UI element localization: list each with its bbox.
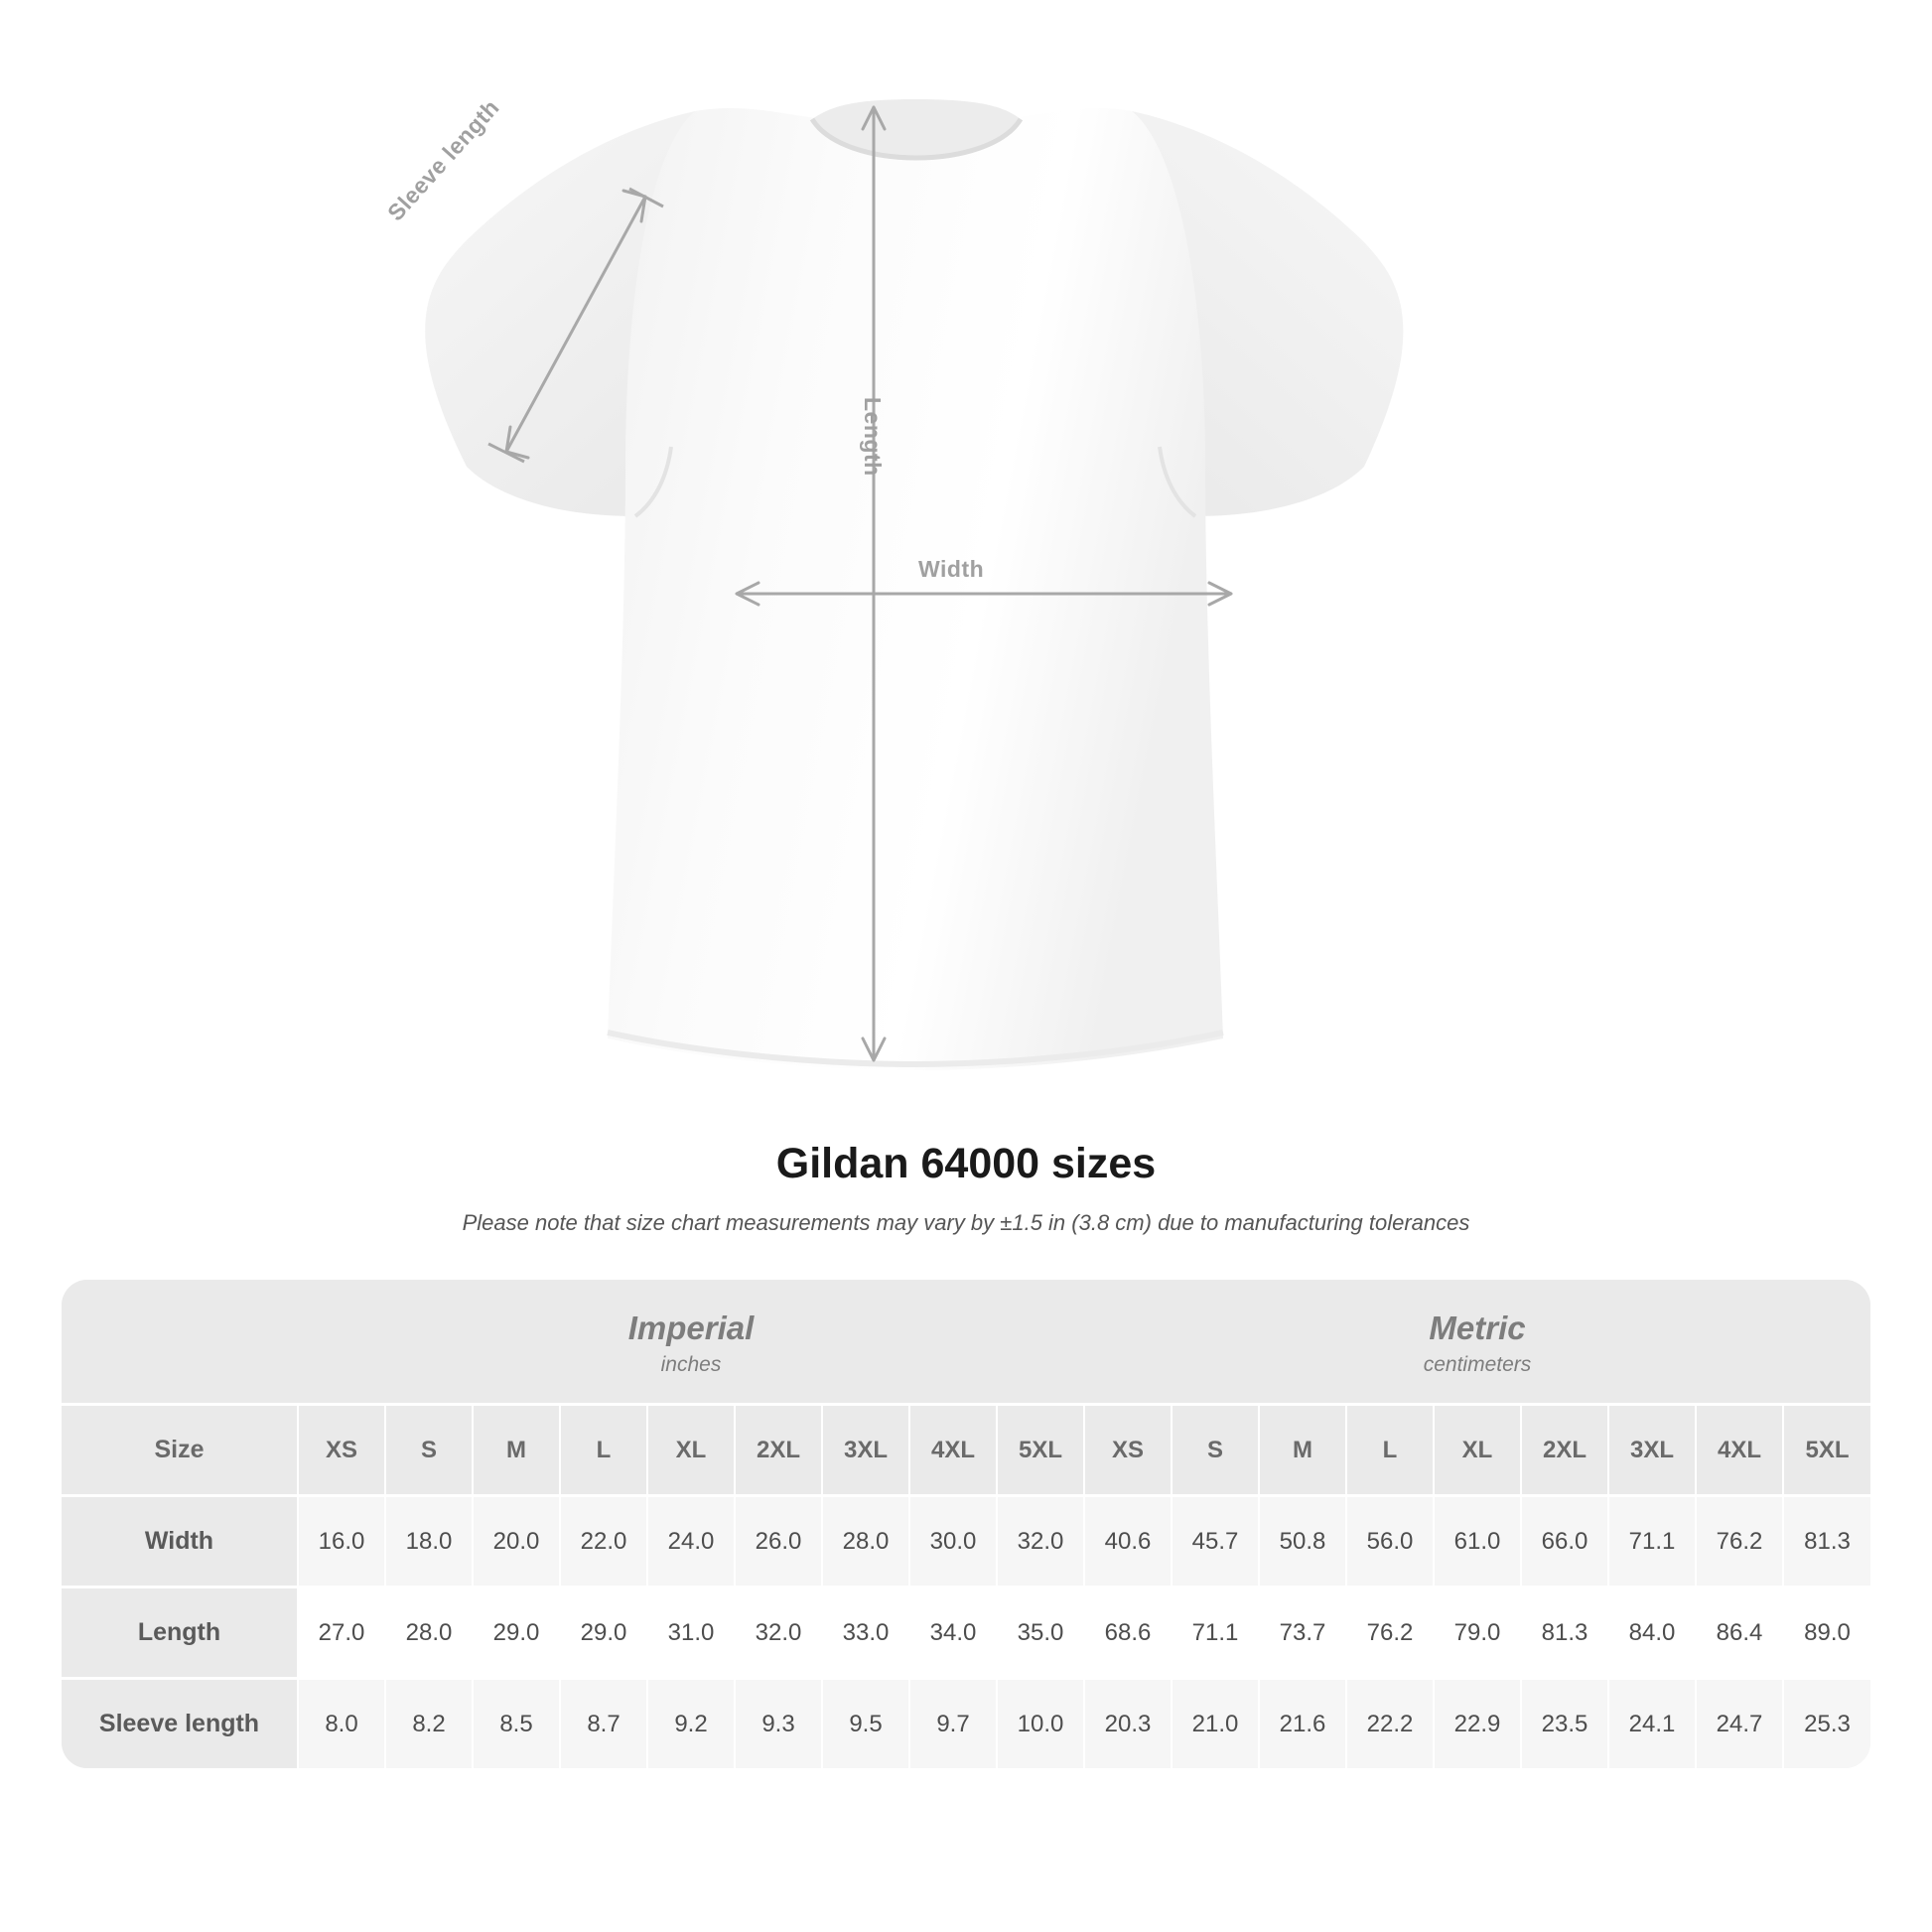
cell-sleeve-metric-l: 22.2	[1346, 1679, 1434, 1769]
size-header-metric-l: L	[1346, 1405, 1434, 1496]
cell-sleeve-metric-5xl: 25.3	[1783, 1679, 1870, 1769]
cell-length-imperial-l: 29.0	[560, 1587, 647, 1679]
cell-length-metric-xs: 68.6	[1084, 1587, 1172, 1679]
cell-length-metric-2xl: 81.3	[1521, 1587, 1608, 1679]
size-header-metric-4xl: 4XL	[1696, 1405, 1783, 1496]
size-table	[62, 1280, 1870, 1768]
cell-length-imperial-xs: 27.0	[298, 1587, 385, 1679]
cell-length-imperial-3xl: 33.0	[822, 1587, 909, 1679]
shirt-shape	[425, 99, 1403, 1070]
cell-length-metric-xl: 79.0	[1434, 1587, 1521, 1679]
size-header-metric-xl: XL	[1434, 1405, 1521, 1496]
size-header-row	[62, 1405, 1870, 1496]
cell-length-imperial-4xl: 34.0	[909, 1587, 997, 1679]
cell-sleeve-metric-4xl: 24.7	[1696, 1679, 1783, 1769]
cell-sleeve-imperial-5xl: 10.0	[997, 1679, 1084, 1769]
table-row	[62, 1496, 1870, 1587]
cell-width-imperial-m: 20.0	[473, 1496, 560, 1587]
cell-width-metric-5xl: 81.3	[1783, 1496, 1870, 1587]
cell-sleeve-imperial-xl: 9.2	[647, 1679, 735, 1769]
size-header-metric-3xl: 3XL	[1608, 1405, 1696, 1496]
cell-width-imperial-4xl: 30.0	[909, 1496, 997, 1587]
size-header-imperial-s: S	[385, 1405, 473, 1496]
cell-length-metric-3xl: 84.0	[1608, 1587, 1696, 1679]
cell-sleeve-imperial-xs: 8.0	[298, 1679, 385, 1769]
size-header-imperial-3xl: 3XL	[822, 1405, 909, 1496]
size-header-metric-5xl: 5XL	[1783, 1405, 1870, 1496]
cell-sleeve-metric-2xl: 23.5	[1521, 1679, 1608, 1769]
unit-group-imperial	[298, 1280, 1084, 1405]
row-label-sleeve-length: Sleeve length	[62, 1679, 298, 1769]
cell-length-imperial-2xl: 32.0	[735, 1587, 822, 1679]
size-header-imperial-xl: XL	[647, 1405, 735, 1496]
size-table-wrapper	[62, 1280, 1870, 1768]
cell-length-metric-4xl: 86.4	[1696, 1587, 1783, 1679]
size-header-imperial-xs: XS	[298, 1405, 385, 1496]
size-header-imperial-2xl: 2XL	[735, 1405, 822, 1496]
size-header-imperial-l: L	[560, 1405, 647, 1496]
row-label-length: Length	[62, 1587, 298, 1679]
size-header-metric-xs: XS	[1084, 1405, 1172, 1496]
unit-group-imperial-name: Imperial	[627, 1310, 755, 1346]
cell-width-imperial-xl: 24.0	[647, 1496, 735, 1587]
cell-width-metric-xs: 40.6	[1084, 1496, 1172, 1587]
cell-sleeve-imperial-3xl: 9.5	[822, 1679, 909, 1769]
cell-width-imperial-2xl: 26.0	[735, 1496, 822, 1587]
cell-length-metric-m: 73.7	[1259, 1587, 1346, 1679]
cell-width-imperial-l: 22.0	[560, 1496, 647, 1587]
cell-length-imperial-5xl: 35.0	[997, 1587, 1084, 1679]
table-row	[62, 1679, 1870, 1769]
cell-width-metric-3xl: 71.1	[1608, 1496, 1696, 1587]
size-header-imperial-m: M	[473, 1405, 560, 1496]
tolerance-note: Please note that size chart measurements may vary by ±1.5 in (3.8 cm) due to manufacturing tolerances	[462, 1210, 1470, 1235]
cell-sleeve-metric-3xl: 24.1	[1608, 1679, 1696, 1769]
cell-sleeve-imperial-s: 8.2	[385, 1679, 473, 1769]
cell-width-imperial-5xl: 32.0	[997, 1496, 1084, 1587]
cell-width-imperial-xs: 16.0	[298, 1496, 385, 1587]
cell-length-imperial-s: 28.0	[385, 1587, 473, 1679]
unit-group-metric-name: Metric	[1429, 1310, 1526, 1346]
cell-width-metric-l: 56.0	[1346, 1496, 1434, 1587]
unit-group-metric-sub: centimeters	[1423, 1353, 1532, 1376]
cell-length-metric-5xl: 89.0	[1783, 1587, 1870, 1679]
cell-width-imperial-s: 18.0	[385, 1496, 473, 1587]
size-header-metric-2xl: 2XL	[1521, 1405, 1608, 1496]
cell-sleeve-imperial-m: 8.5	[473, 1679, 560, 1769]
cell-width-metric-2xl: 66.0	[1521, 1496, 1608, 1587]
cell-width-metric-4xl: 76.2	[1696, 1496, 1783, 1587]
cell-sleeve-metric-xl: 22.9	[1434, 1679, 1521, 1769]
cell-sleeve-imperial-l: 8.7	[560, 1679, 647, 1769]
sleeve-length-label: Sleeve length	[382, 93, 504, 226]
row-label-width: Width	[62, 1496, 298, 1587]
table-row	[62, 1587, 1870, 1679]
unit-header-spacer	[62, 1280, 298, 1405]
size-header-label: Size	[62, 1405, 298, 1496]
cell-length-metric-s: 71.1	[1172, 1587, 1259, 1679]
cell-length-imperial-m: 29.0	[473, 1587, 560, 1679]
length-label: Length	[860, 397, 886, 477]
width-label: Width	[918, 556, 985, 582]
cell-width-metric-xl: 61.0	[1434, 1496, 1521, 1587]
size-header-metric-m: M	[1259, 1405, 1346, 1496]
cell-sleeve-metric-xs: 20.3	[1084, 1679, 1172, 1769]
size-header-imperial-5xl: 5XL	[997, 1405, 1084, 1496]
cell-width-metric-s: 45.7	[1172, 1496, 1259, 1587]
cell-length-metric-l: 76.2	[1346, 1587, 1434, 1679]
size-header-imperial-4xl: 4XL	[909, 1405, 997, 1496]
cell-length-imperial-xl: 31.0	[647, 1587, 735, 1679]
unit-group-imperial-sub: inches	[660, 1353, 722, 1376]
cell-sleeve-imperial-4xl: 9.7	[909, 1679, 997, 1769]
cell-sleeve-metric-m: 21.6	[1259, 1679, 1346, 1769]
unit-header-row	[62, 1280, 1870, 1405]
size-header-metric-s: S	[1172, 1405, 1259, 1496]
cell-width-imperial-3xl: 28.0	[822, 1496, 909, 1587]
cell-sleeve-imperial-2xl: 9.3	[735, 1679, 822, 1769]
cell-width-metric-m: 50.8	[1259, 1496, 1346, 1587]
unit-group-metric	[1084, 1280, 1870, 1405]
chart-title: Gildan 64000 sizes	[775, 1140, 1157, 1187]
cell-sleeve-metric-s: 21.0	[1172, 1679, 1259, 1769]
